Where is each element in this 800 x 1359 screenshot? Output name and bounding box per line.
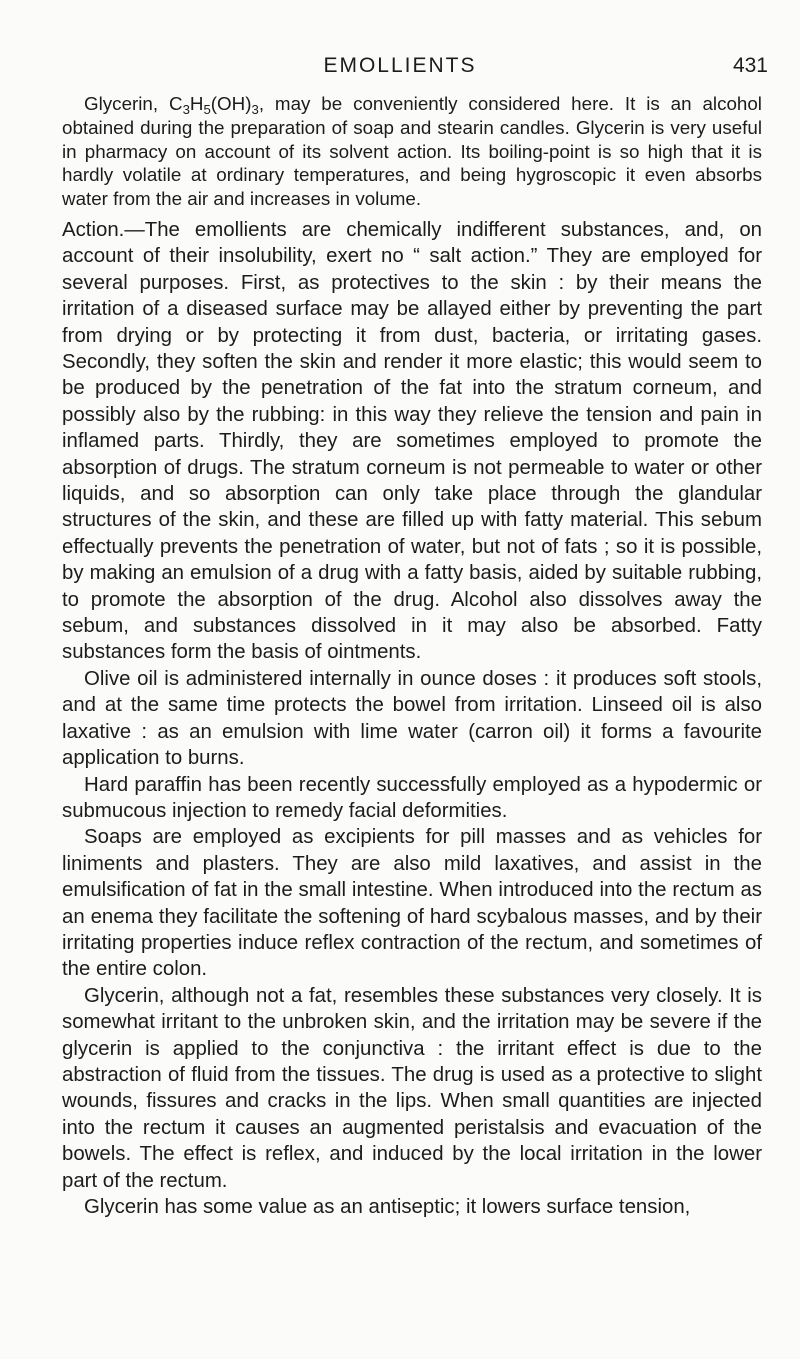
glycerin-antiseptic-paragraph: Glycerin has some value as an antiseptic; it lowers surface tension,	[84, 1196, 691, 1219]
intro-paragraph	[62, 92, 762, 211]
subscript-3b: 3	[251, 101, 259, 117]
intro-h: H	[189, 93, 204, 114]
action-text: —The emollients are chemically indifferent substances, and, on account of their insolubility, exert no “ salt action.” They are employed for several purposes. First, as protectives to the skin : by their means the irritation of a diseased surface may be allayed either by preventing the part from drying or by protecting it from dust, bacteria, or irritating gases. Secondly, they soften the skin and render it more elastic; this would seem to be produced by the penetration of the fat into the stratum corneum, and possibly also by the rubbing: in this way they relieve the tension and pain in inflamed parts. Thirdly, they are sometimes employed to promote the absorption of drugs. The stratum corneum is not permeable to water or other liquids, and so absorption can only take place through the glandular structures of the skin, and these are filled up with fatty material. This sebum effectually prevents the penetration of water, but not of fats ; so it is possible, by making an emulsion of a drug with a fatty basis, aided by suitable rubbing, to promote the absorption of the drug. Alcohol also dissolves away the sebum, and substances dissolved in it may also be absorbed. Fatty substances form the basis of ointments.	[62, 218, 762, 664]
subscript-3: 3	[182, 101, 190, 117]
intro-oh: (OH)	[210, 93, 252, 114]
page-number: 431	[732, 54, 768, 77]
page-header	[0, 54, 800, 84]
glycerin-paragraph: Glycerin, although not a fat, resembles these substances very closely. It is somewhat irritant to the unbroken skin, and the irritation may be severe if the glycerin is applied to the conjunctiva : the irritant effect is due to the abstraction of fluid from the tissues. The drug is used as a protective to slight wounds, fissures and cracks in the lips. When small quantities are injected into the rectum it causes an augmented peristalsis and evacuation of the bowels. The effect is reflex, and induced by the local irritation in the lower part of the rectum.	[62, 984, 762, 1192]
action-paragraph	[62, 217, 762, 666]
intro-term: Glycerin, C	[84, 93, 183, 114]
action-heading: Action.	[62, 218, 125, 241]
paraffin-paragraph: Hard paraffin has been recently successfully employed as a hypodermic or submucous injection to remedy facial deformities.	[62, 773, 762, 822]
body-text	[62, 92, 762, 1220]
intro-text: , may be conveniently considered here. It is an alcohol obtained during the preparation of soap and stearin candles. Glycerin is very useful in pharmacy on account of its solvent action. Its boiling-point is so high that it is hardly volatile at ordinary temperatures, and being hygroscopic it even absorbs water from the air and increases in volume.	[62, 93, 762, 210]
olive-oil-paragraph: Olive oil is administered internally in ounce doses : it produces soft stools, and at the same time protects the bowel from irritation. Linseed oil is also laxative : as an emulsion with lime water (carron oil) it forms a favourite application to burns.	[62, 667, 762, 770]
subscript-5: 5	[203, 101, 211, 117]
running-head: EMOLLIENTS	[323, 54, 477, 77]
soaps-paragraph: Soaps are employed as excipients for pill masses and as vehicles for liniments and plasters. They are also mild laxatives, and assist in the emulsification of fat in the small intestine. When introduced into the rectum as an enema they facilitate the softening of hard scybalous masses, and by their irritating properties induce reflex contraction of the rectum, and sometimes of the entire colon.	[62, 826, 762, 981]
